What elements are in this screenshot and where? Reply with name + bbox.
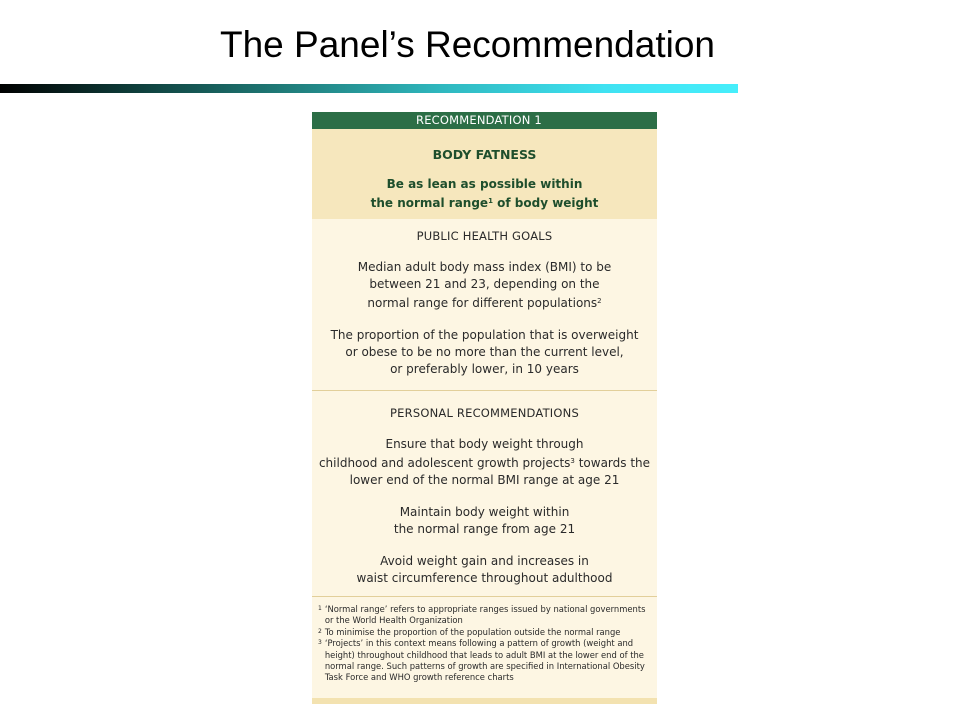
text-span: normal range for different populations — [367, 296, 598, 310]
footnotes — [312, 597, 657, 684]
footnote-text: To minimise the proportion of the population outside the normal range — [324, 626, 621, 637]
footnote — [318, 627, 651, 638]
text-span: towards the — [574, 456, 651, 470]
public-health-goal-overweight — [312, 327, 657, 378]
card-bottom-band — [312, 698, 657, 704]
public-health-heading: PUBLIC HEALTH GOALS — [416, 229, 553, 243]
topic-title: BODY FATNESS — [432, 147, 537, 162]
footnote — [318, 638, 651, 684]
text-line: Maintain body weight within — [399, 505, 570, 519]
text-line: Ensure that body weight through — [385, 437, 584, 451]
text-line: lower end of the normal BMI range at age 21 — [349, 473, 620, 487]
text-line: Median adult body mass index (BMI) to be — [357, 260, 612, 274]
public-health-goals-section — [312, 219, 657, 391]
card-header: RECOMMENDATION 1 — [312, 112, 657, 129]
goal-footnote-ref: 1 — [488, 197, 493, 205]
footnote — [318, 604, 651, 627]
personal-recommendations-section — [312, 391, 657, 597]
text-span: childhood and adolescent growth projects — [318, 456, 571, 470]
footnote-ref: 3 — [570, 457, 575, 465]
footnote-ref: 2 — [597, 297, 602, 305]
text-line: waist circumference throughout adulthood — [356, 571, 613, 585]
text-line: or preferably lower, in 10 years — [390, 362, 579, 376]
personal-rec-avoid-gain — [312, 553, 657, 587]
recommendation-card — [312, 112, 657, 704]
slide-title: The Panel’s Recommendation — [220, 24, 715, 65]
footnote-number: 2 — [318, 627, 322, 635]
personal-heading: PERSONAL RECOMMENDATIONS — [390, 406, 579, 420]
goal-line-2 — [312, 193, 657, 212]
card-topic-block — [312, 129, 657, 219]
text-line: The proportion of the population that is overweight — [330, 328, 639, 342]
footnote-text: ‘Projects’ in this context means following a pattern of growth (weight and height) throughout childhood that leads to adult BMI at the lower end of the normal range. Such patterns of growth are specified in International Obesity Task Force and WHO growth reference charts — [324, 638, 645, 683]
footnote-text: ‘Normal range’ refers to appropriate ranges issued by national governments or the World Health Organization — [324, 604, 646, 626]
goal-line-1: Be as lean as possible within — [386, 177, 583, 191]
text-line: between 21 and 23, depending on the — [369, 277, 600, 291]
text-line: Avoid weight gain and increases in — [380, 554, 589, 568]
personal-rec-growth — [312, 436, 657, 489]
footnote-number: 3 — [318, 639, 322, 647]
title-underline-rule — [0, 84, 738, 93]
goal-line-2-end: of body weight — [492, 196, 599, 210]
text-line: or obese to be no more than the current level, — [345, 345, 624, 359]
personal-rec-maintain — [312, 504, 657, 538]
text-line — [312, 453, 657, 472]
topic-goal — [312, 176, 657, 212]
public-health-goal-bmi — [312, 259, 657, 312]
text-line: the normal range from age 21 — [393, 522, 576, 536]
text-line — [312, 293, 657, 312]
goal-line-2-text: the normal range — [370, 196, 489, 210]
footnote-number: 1 — [318, 605, 322, 612]
